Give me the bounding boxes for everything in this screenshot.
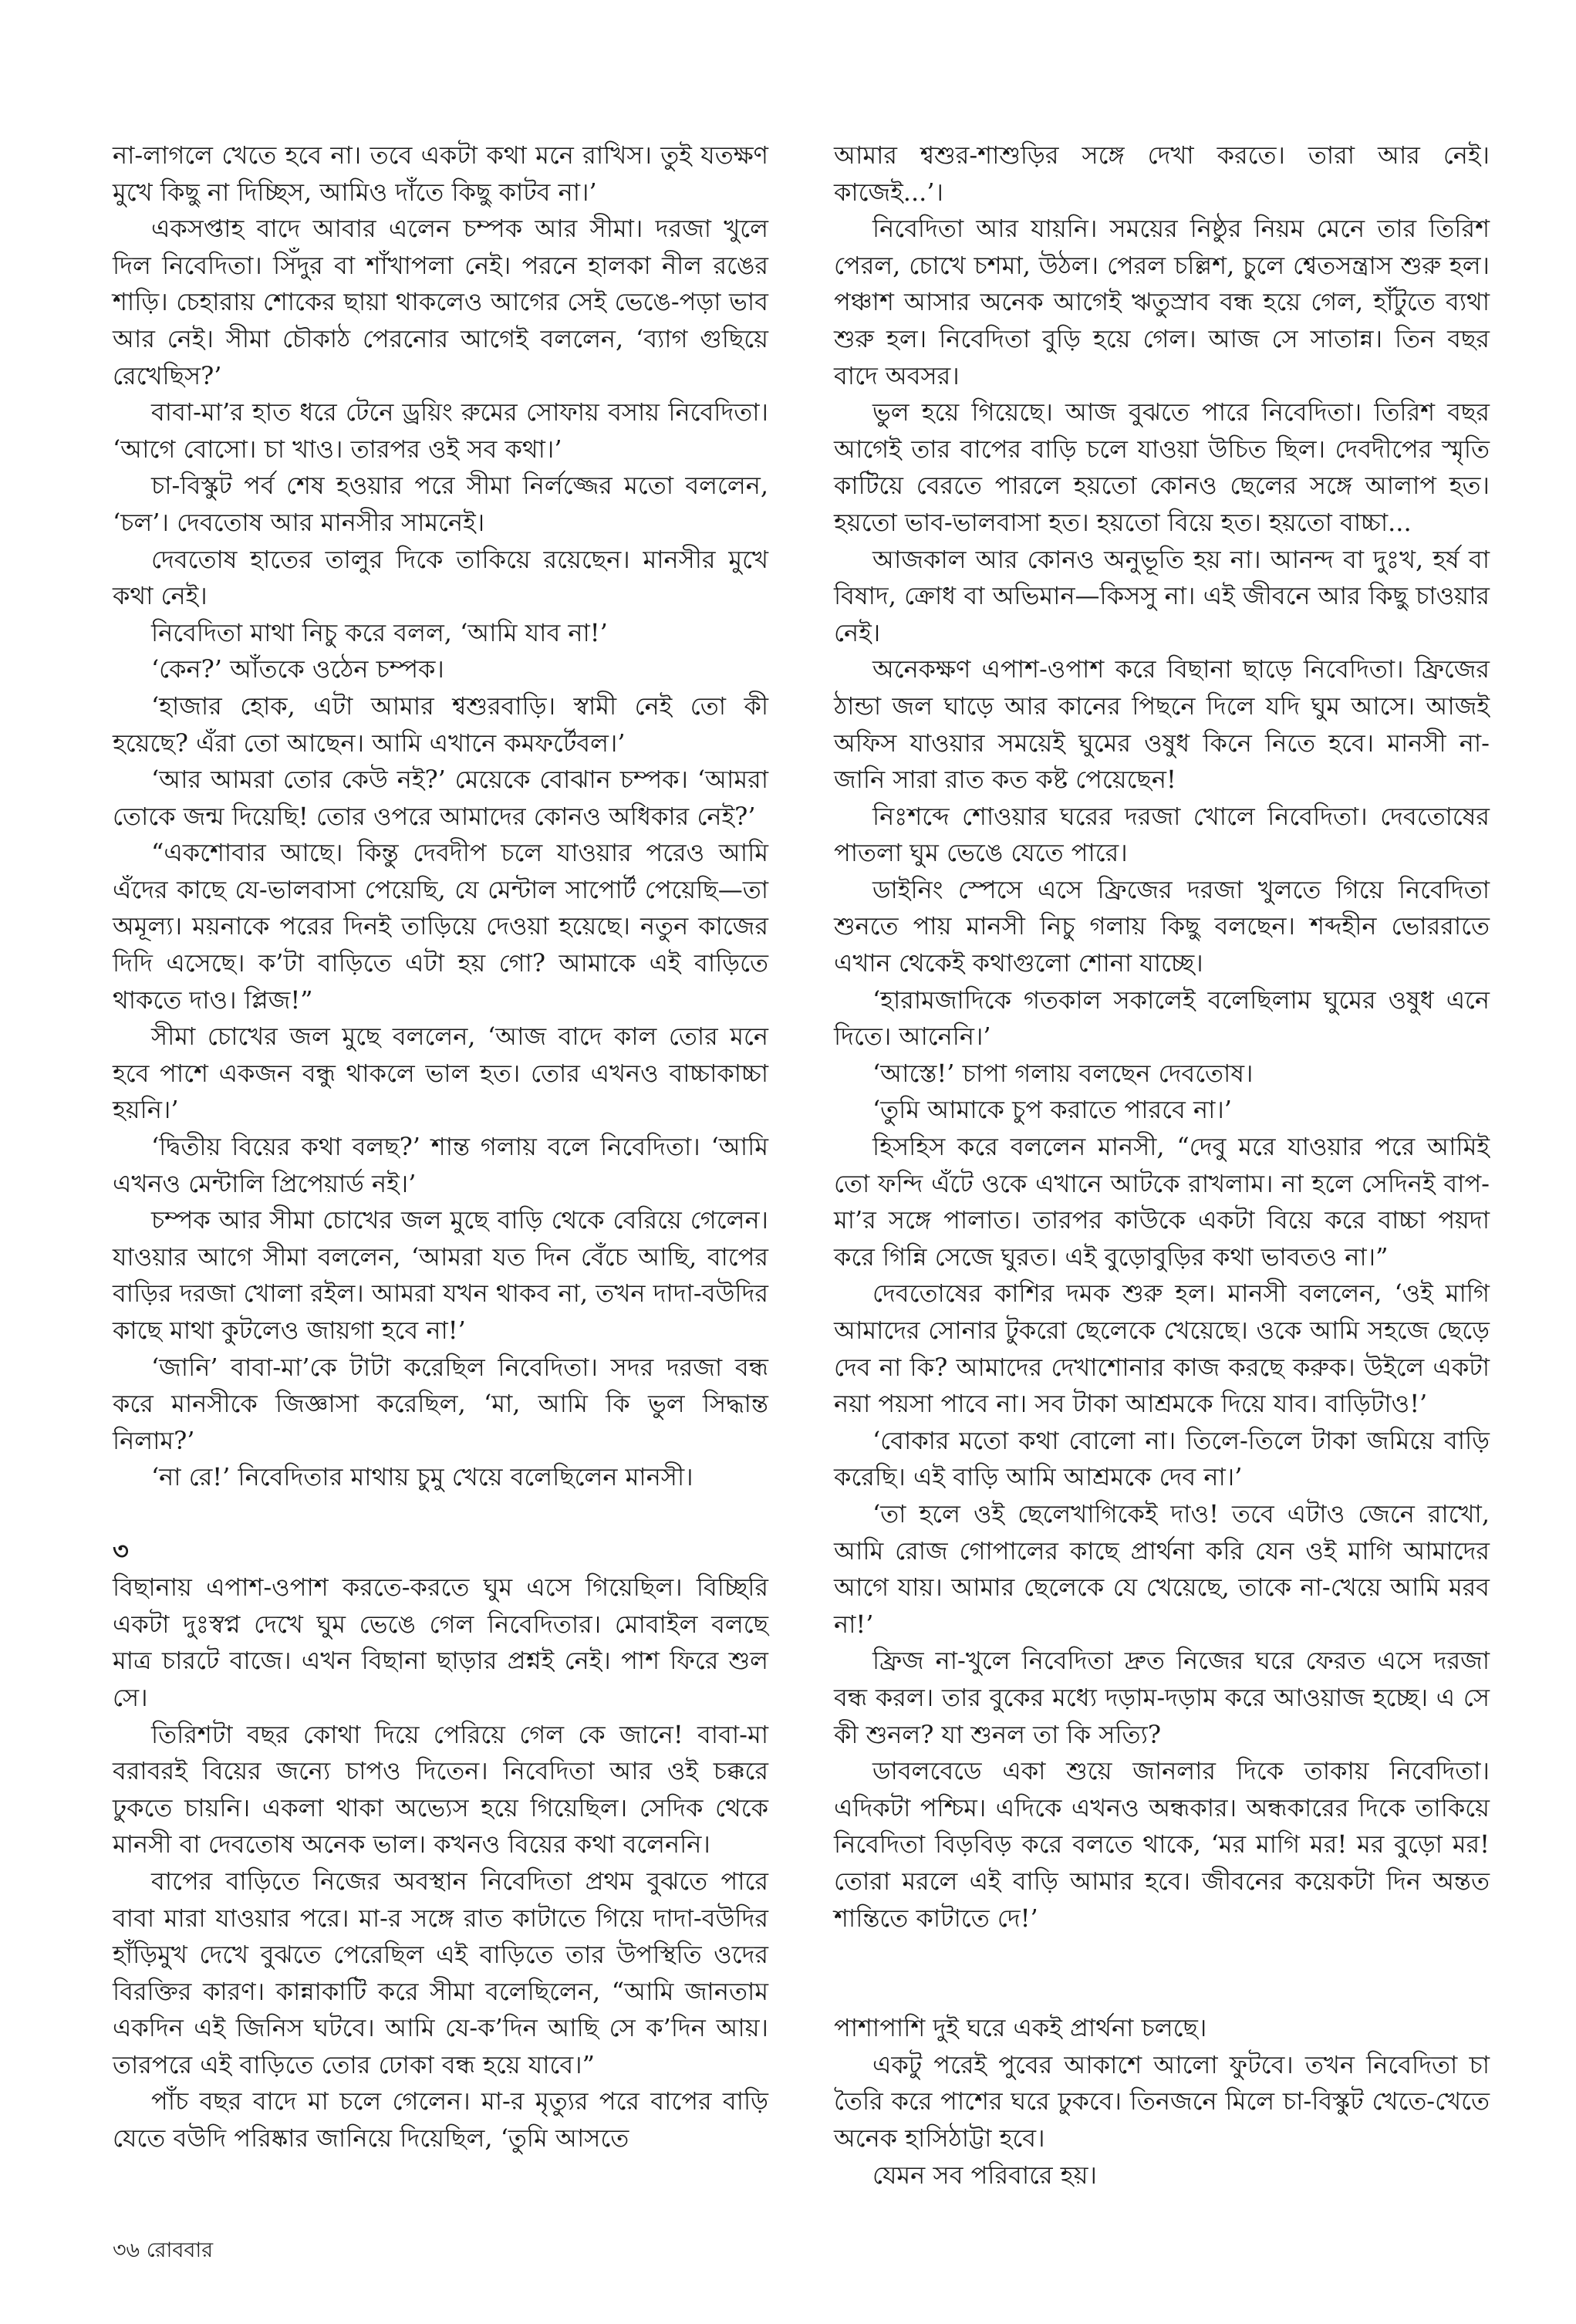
paragraph: না-লাগলে খেতে হবে না। তবে একটা কথা মনে রাখিস। তুই যতক্ষণ মুখে কিছু না দিচ্ছিস, আমিও দাঁতে কিছু কাটব না।’ <box>113 140 768 207</box>
paragraph: নিবেদিতা আর যায়নি। সময়ের নিষ্ঠুর নিয়ম মেনে তার তিরিশ পেরল, চোখে চশমা, উঠল। পেরল চল্লিশ, চুলে শ্বেতসন্ত্রাস শুরু হল। পঞ্চাশ আসার অনেক আগেই ঋতুস্রাব বন্ধ হয়ে গেল, হাঁটুতে ব্যথা শুরু হল। নিবেদিতা বুড়ি হয়ে গেল। আজ সে সাতান্ন। তিন বছর বাদে অবসর। <box>834 214 1490 390</box>
right-paragraphs <box>834 211 1490 1937</box>
paragraph: তিরিশটা বছর কোথা দিয়ে পেরিয়ে গেল কে জানে! বাবা-মা বরাবরই বিয়ের জন্যে চাপও দিতেন। নিবেদিতা আর ওই চক্করে ঢুকতে চায়নি। একলা থাকা অভ্যেস হয়ে গিয়েছিল। সেদিক থেকে মানসী বা দেবতোষ অনেক ভাল। কখনও বিয়ের কথা বলেননি। <box>113 1719 768 1860</box>
left-paragraphs <box>113 137 768 1496</box>
folio <box>113 2234 213 2269</box>
right-column <box>834 137 1490 2194</box>
paragraph: চা-বিস্কুট পর্ব শেষ হওয়ার পরে সীমা নির্লজ্জের মতো বললেন, ‘চল’। দেবতোষ আর মানসীর সামনেই। <box>113 471 768 537</box>
paragraph: বাবা-মা’র হাত ধরে টেনে ড্রয়িং রুমের সোফায় বসায় নিবেদিতা। ‘আগে বোসো। চা খাও। তারপর ওই সব কথা।’ <box>113 397 768 464</box>
paragraph: বাপের বাড়িতে নিজের অবস্থান নিবেদিতা প্রথম বুঝতে পারে বাবা মারা যাওয়ার পরে। মা-র সঙ্গে রাত কাটাতে গিয়ে দাদা-বউদির হাঁড়িমুখ দেখে বুঝতে পেরেছিল এই বাড়িতে তার উপস্থিতি ওদের বিরক্তির কারণ। কান্নাকাটি করে সীমা বলেছিলেন, “আমি জানতাম একদিন এই জিনিস ঘটবে। আমি যে-ক’দিন আছি সে ক’দিন আয়। তারপরে এই বাড়িতে তোর ঢোকা বন্ধ হয়ে যাবে।” <box>113 1866 768 2079</box>
paragraph: ‘জানি’ বাবা-মা’কে টাটা করেছিল নিবেদিতা। সদর দরজা বন্ধ করে মানসীকে জিজ্ঞাসা করেছিল, ‘মা, আমি কি ভুল সিদ্ধান্ত নিলাম?’ <box>113 1352 768 1455</box>
paragraph: ‘আর আমরা তোর কেউ নই?’ মেয়েকে বোঝান চম্পক। ‘আমরা তোকে জন্ম দিয়েছি! তোর ওপরে আমাদের কোনও অধিকার নেই?’ <box>113 765 768 831</box>
paragraph: হিসহিস করে বললেন মানসী, “দেবু মরে যাওয়ার পরে আমিই তো ফন্দি এঁটে ওকে এখানে আটকে রাখলাম। না হলে সেদিনই বাপ-মা’র সঙ্গে পালাত। তারপর কাউকে একটা বিয়ে করে বাচ্চা পয়দা করে গিন্নি সেজে ঘুরত। এই বুড়োবুড়ির কথা ভাবতও না।” <box>834 1132 1490 1272</box>
paragraph: যেমন সব পরিবারে হয়। <box>872 2160 1097 2190</box>
paragraph: ‘তা হলে ওই ছেলেখাগিকেই দাও! তবে এটাও জেনে রাখো, আমি রোজ গোপালের কাছে প্রার্থনা করি যেন ওই মাগি আমাদের আগে যায়। আমার ছেলেকে যে খেয়েছে, তাকে না-খেয়ে আমি মরব না!’ <box>834 1498 1490 1639</box>
paragraph: ডাইনিং স্পেসে এসে ফ্রিজের দরজা খুলতে গিয়ে নিবেদিতা শুনতে পায় মানসী নিচু গলায় কিছু বলছেন। শব্দহীন ভোররাতে এখান থেকেই কথাগুলো শোনা যাচ্ছে। <box>834 874 1490 978</box>
paragraph: ‘না রে!’ নিবেদিতার মাথায় চুমু খেয়ে বলেছিলেন মানসী। <box>151 1462 694 1492</box>
paragraph: ‘বোকার মতো কথা বোলো না। তিলে-তিলে টাকা জমিয়ে বাড়ি করেছি। এই বাড়ি আমি আশ্রমকে দেব না।’ <box>834 1425 1490 1492</box>
scene-break <box>834 1937 1490 1974</box>
left-section-paragraphs <box>113 1569 768 2157</box>
paragraph: পাঁচ বছর বাদে মা চলে গেলেন। মা-র মৃত্যুর পরে বাপের বাড়ি যেতে বউদি পরিষ্কার জানিয়ে দিয়েছিল, ‘তুমি আসতে <box>113 2086 768 2153</box>
paragraph: আজকাল আর কোনও অনুভূতি হয় না। আনন্দ বা দুঃখ, হর্ষ বা বিষাদ, ক্রোধ বা অভিমান—কিসসু না। এই জীবনে আর কিছু চাওয়ার নেই। <box>834 544 1490 647</box>
paragraph: ডাবলবেডে একা শুয়ে জানলার দিকে তাকায় নিবেদিতা। এদিকটা পশ্চিম। এদিকে এখনও অন্ধকার। অন্ধকারের দিকে তাকিয়ে নিবেদিতা বিড়বিড় করে বলতে থাকে, ‘মর মাগি মর! মর বুড়ো মর! তোরা মরলে এই বাড়ি আমার হবে। জীবনের কয়েকটা দিন অন্তত শান্তিতে কাটাতে দে!’ <box>834 1756 1490 1933</box>
paragraph: নিবেদিতা মাথা নিচু করে বলল, ‘আমি যাব না!’ <box>151 617 608 647</box>
paragraph: দেবতোষের কাশির দমক শুরু হল। মানসী বললেন, ‘ওই মাগি আমাদের সোনার টুকরো ছেলেকে খেয়েছে। ওকে আমি সহজে ছেড়ে দেব না কি? আমাদের দেখাশোনার কাজ করছে করুক। উইলে একটা নয়া পয়সা পাবে না। সব টাকা আশ্রমকে দিয়ে যাব। বাড়িটাও!’ <box>834 1279 1490 1419</box>
magazine-name: রোববার <box>146 2238 214 2262</box>
paragraph: পাশাপাশি দুই ঘরে একই প্রার্থনা চলছে। <box>834 2013 1207 2043</box>
page-number: ৩৬ <box>113 2238 140 2262</box>
paragraph: অনেকক্ষণ এপাশ-ওপাশ করে বিছানা ছাড়ে নিবেদিতা। ফ্রিজের ঠান্ডা জল ঘাড়ে আর কানের পিছনে দিলে যদি ঘুম আসে। আজই অফিস যাওয়ার সময়েই ঘুমের ওষুধ কিনে নিতে হবে। মানসী না-জানি সারা রাত কত কষ্ট পেয়েছেন! <box>834 654 1490 795</box>
section-number: ৩ <box>113 1535 129 1566</box>
paragraph: একটু পরেই পুবের আকাশে আলো ফুটবে। তখন নিবেদিতা চা তৈরি করে পাশের ঘরে ঢুকবে। তিনজনে মিলে চা-বিস্কুট খেতে-খেতে অনেক হাসিঠাট্টা হবে। <box>834 2049 1490 2153</box>
paragraph: ভুল হয়ে গিয়েছে। আজ বুঝতে পারে নিবেদিতা। তিরিশ বছর আগেই তার বাপের বাড়ি চলে যাওয়া উচিত ছিল। দেবদীপের স্মৃতি কাটিয়ে বেরতে পারলে হয়তো কোনও ছেলের সঙ্গে আলাপ হত। হয়তো ভাব-ভালবাসা হত। হয়তো বিয়ে হত। হয়তো বাচ্চা... <box>834 397 1490 537</box>
paragraph: “একশোবার আছে। কিন্তু দেবদীপ চলে যাওয়ার পরেও আমি এঁদের কাছে যে-ভালবাসা পেয়েছি, যে মেন্টাল সাপোর্ট পেয়েছি—তা অমূল্য। ময়নাকে পরের দিনই তাড়িয়ে দেওয়া হয়েছে। নতুন কাজের দিদি এসেছে। ক’টা বাড়িতে এটা হয় গো? আমাকে এই বাড়িতে থাকতে দাও। প্লিজ!” <box>113 838 768 1015</box>
paragraph: নিঃশব্দে শোওয়ার ঘরের দরজা খোলে নিবেদিতা। দেবতোষের পাতলা ঘুম ভেঙে যেতে পারে। <box>834 801 1490 868</box>
paragraph: চম্পক আর সীমা চোখের জল মুছে বাড়ি থেকে বেরিয়ে গেলেন। যাওয়ার আগে সীমা বললেন, ‘আমরা যত দিন বেঁচে আছি, বাপের বাড়ির দরজা খোলা রইল। আমরা যখন থাকব না, তখন দাদা-বউদির কাছে মাথা কুটলেও জায়গা হবে না!’ <box>113 1205 768 1345</box>
section-gap <box>113 1496 768 1533</box>
paragraph: বিছানায় এপাশ-ওপাশ করতে-করতে ঘুম এসে গিয়েছিল। বিচ্ছিরি একটা দুঃস্বপ্ন দেখে ঘুম ভেঙে গেল নিবেদিতার। মোবাইল বলছে মাত্র চারটে বাজে। এখন বিছানা ছাড়ার প্রশ্নই নেই। পাশ ফিরে শুল সে। <box>113 1572 768 1712</box>
paragraph: ‘দ্বিতীয় বিয়ের কথা বলছ?’ শান্ত গলায় বলে নিবেদিতা। ‘আমি এখনও মেন্টালি প্রিপেয়ার্ড নই।’ <box>113 1132 768 1198</box>
right-ending-paragraphs <box>834 2010 1490 2194</box>
paragraph: ‘কেন?’ আঁতকে ওঠেন চম্পক। <box>151 654 444 684</box>
paragraph: ‘হাজার হোক, এটা আমার শ্বশুরবাড়ি। স্বামী নেই তো কী হয়েছে? এঁরা তো আছেন। আমি এখানে কমফর্টেবল।’ <box>113 691 768 758</box>
continued-text: আমার শ্বশুর-শাশুড়ির সঙ্গে দেখা করতে। তারা আর নেই। কাজেই...’। <box>834 140 1490 207</box>
paragraph: ‘আস্তে!’ চাপা গলায় বলছেন দেবতোষ। <box>872 1058 1254 1088</box>
paragraph: ‘হারামজাদিকে গতকাল সকালেই বলেছিলাম ঘুমের ওষুধ এনে দিতে। আনেনি।’ <box>834 985 1490 1052</box>
left-column <box>113 137 768 2157</box>
paragraph: ‘তুমি আমাকে চুপ করাতে পারবে না।’ <box>872 1095 1232 1125</box>
paragraph: সীমা চোখের জল মুছে বললেন, ‘আজ বাদে কাল তোর মনে হবে পাশে একজন বন্ধু থাকলে ভাল হত। তোর এখনও বাচ্চাকাচ্চা হয়নি।’ <box>113 1022 768 1125</box>
paragraph: দেবতোষ হাতের তালুর দিকে তাকিয়ে রয়েছেন। মানসীর মুখে কথা নেই। <box>113 544 768 611</box>
paragraph: ফ্রিজ না-খুলে নিবেদিতা দ্রুত নিজের ঘরে ফেরত এসে দরজা বন্ধ করল। তার বুকের মধ্যে দড়াম-দড়াম করে আওয়াজ হচ্ছে। এ সে কী শুনল? যা শুনল তা কি সত্যি? <box>834 1646 1490 1749</box>
paragraph: একসপ্তাহ বাদে আবার এলেন চম্পক আর সীমা। দরজা খুলে দিল নিবেদিতা। সিঁদুর বা শাঁখাপলা নেই। পরনে হালকা নীল রঙের শাড়ি। চেহারায় শোকের ছায়া থাকলেও আগের সেই ভেঙে-পড়া ভাব আর নেই। সীমা চৌকাঠ পেরনোর আগেই বললেন, ‘ব্যাগ গুছিয়ে রেখেছিস?’ <box>113 214 768 390</box>
scene-break-extra <box>834 1974 1490 2011</box>
